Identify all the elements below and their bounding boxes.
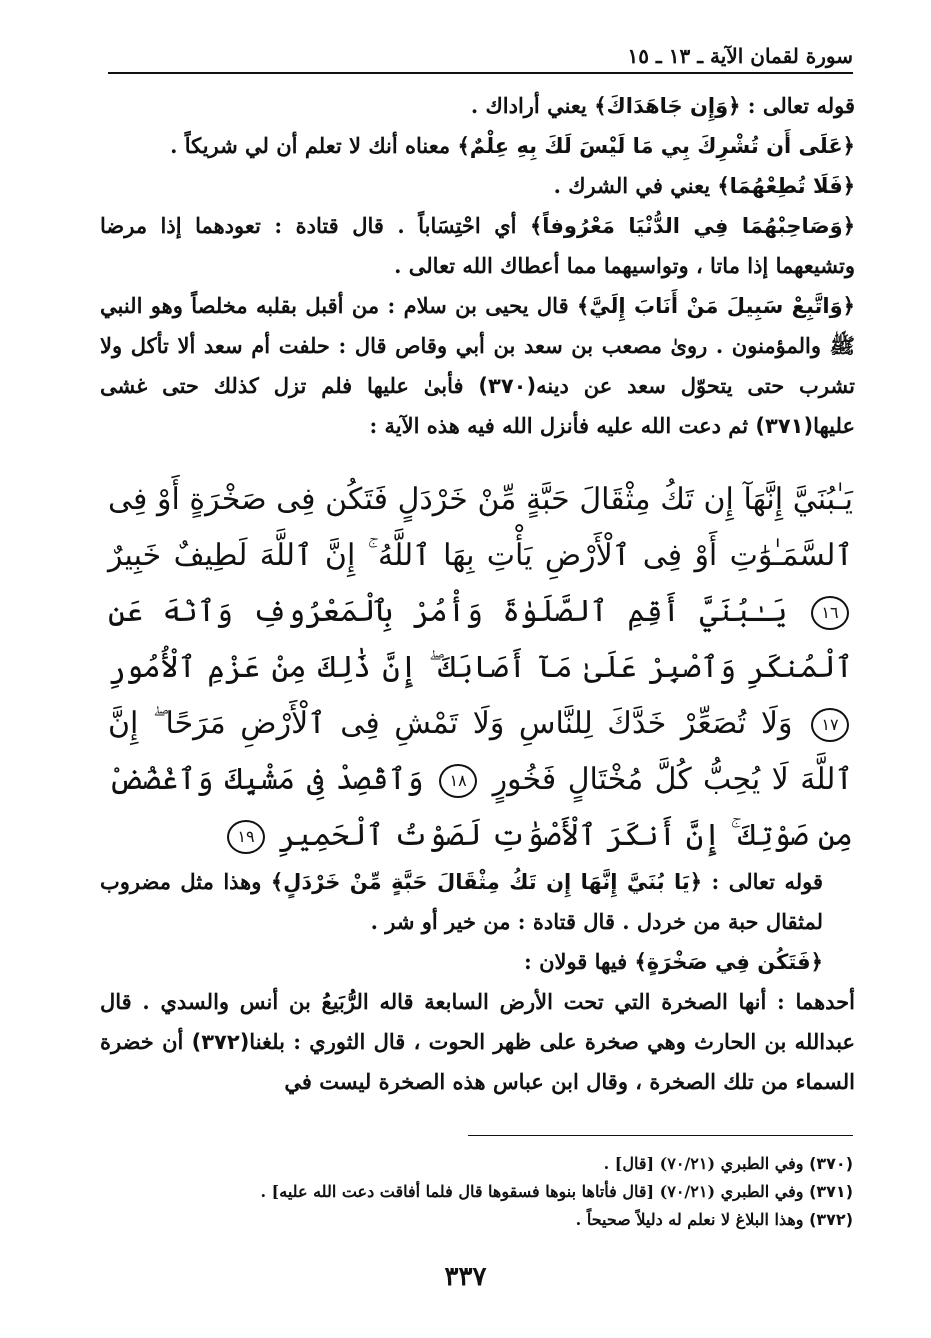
footnote-ref[interactable]: (٣٧٠) xyxy=(478,374,537,398)
verse-number-18: ١٨ xyxy=(439,764,477,798)
footnote-number: (٣٧٢) xyxy=(809,1210,853,1229)
text: ثم دعت الله عليه فأنزل الله فيه هذه الآية : xyxy=(369,413,756,438)
paragraph xyxy=(100,206,855,286)
paragraph xyxy=(100,86,855,126)
text: معناه أنك لا تعلم أن لي شريكاً . xyxy=(170,133,458,158)
text: قال يحيى بن سلام : من أقبل بقلبه مخلصاً وهو النبي ﷺ والمؤمنون . روىٰ مصعب بن سعد بن أبي وقاص قال : حلفت أم سعد ألا تأكل ولا تشرب حتى يتحوّل سعد عن دينه xyxy=(100,293,855,398)
text: أي احْتِسَاباً . قال قتادة : تعودهما إذا مرضا وتشيعهما إذا ماتا ، وتواسيهما مما أعطاك الله تعالى . xyxy=(100,213,855,278)
paragraph xyxy=(100,862,855,942)
footnote-divider xyxy=(468,1135,853,1136)
text: فيها قولان : xyxy=(524,949,635,974)
footnote xyxy=(150,1178,853,1206)
quran-quote: ﴿وَصَاحِبْهُمَا فِي الدُّنْيَا مَعْرُوفاً﴾ xyxy=(529,214,855,238)
text: يعني في الشرك . xyxy=(553,173,718,198)
commentary-top xyxy=(100,86,855,446)
footnote-text: وفي الطبري (٧٠/٢١) [قال فأتاها بنوها فسقوها قال فلما أفاقت دعت الله عليه] . xyxy=(260,1182,810,1201)
quran-quote: ﴿عَلَى أَن تُشْرِكَ بِي مَا لَيْسَ لَكَ بِهِ عِلْمٌ﴾ xyxy=(457,134,855,158)
footnote-ref[interactable]: (٣٧٢) xyxy=(191,1030,250,1054)
footnote-text: وهذا البلاغ لا نعلم له دليلاً صحيحاً . xyxy=(575,1210,810,1229)
quran-quote: ﴿فَتَكُن فِي صَخْرَةٍ﴾ xyxy=(634,950,823,974)
verse-text xyxy=(108,472,853,864)
paragraph xyxy=(100,126,855,166)
quran-quote: ﴿فَلَا تُطِعْهُمَا﴾ xyxy=(717,174,855,198)
text: قوله تعالى : xyxy=(702,869,823,894)
header-title: سورة لقمان الآية ـ ١٣ ـ ١٥ xyxy=(627,44,853,68)
quran-quote: ﴿يَا بُنَيَّ إِنَّهَا إِن تَكُ مِثْقَالَ حَبَّةٍ مِّنْ خَرْدَلٍ﴾ xyxy=(270,870,703,894)
quran-quote: ﴿وَإِن جَاهَدَاكَ﴾ xyxy=(594,94,741,118)
footnote xyxy=(150,1150,853,1178)
footnote-number: (٣٧٠) xyxy=(809,1154,853,1173)
quran-quote: ﴿وَاتَّبِعْ سَبِيلَ مَنْ أَنَابَ إِلَيَّ﴾ xyxy=(576,294,855,318)
verse-18: وَلَا تُصَعِّرْ خَدَّكَ لِلنَّاسِ وَلَا تَمْشِ فِى ٱلْأَرْضِ مَرَحًا ۖ إِنَّ ٱللَّهَ لَا يُحِبُّ كُلَّ مُخْتَالٍ فَخُورٍ xyxy=(108,706,853,797)
text: وهذا مثل مضروب لمثقال حبة من خردل . قال قتادة : من خير أو شر . xyxy=(100,869,823,934)
paragraph xyxy=(100,982,855,1102)
verse-number-17: ١٧ xyxy=(811,708,849,742)
footnote-number: (٣٧١) xyxy=(809,1182,853,1201)
commentary-bottom xyxy=(100,862,855,1102)
footnote xyxy=(150,1206,853,1234)
text: فأبىٰ عليها فلم تزل كذلك حتى غشى عليها xyxy=(100,373,855,438)
text: يعني أراداك . xyxy=(470,93,595,118)
paragraph xyxy=(100,942,855,982)
running-header xyxy=(108,42,853,74)
text: قوله تعالى : xyxy=(740,93,855,118)
verse-number-19: ١٩ xyxy=(227,820,265,854)
verse-number-16: ١٦ xyxy=(811,596,849,630)
text: أحدهما : أنها الصخرة التي تحت الأرض السابعة قاله الرُّبَيعُ بن أنس والسدي . قال عبدالله بن الحارث وهي صخرة على ظهر الحوت ، قال الثوري : بلغنا xyxy=(100,989,855,1054)
footnote-text: وفي الطبري (٧٠/٢١) [قال] . xyxy=(603,1154,810,1173)
footnote-ref[interactable]: (٣٧١) xyxy=(755,414,814,438)
paragraph xyxy=(100,166,855,206)
quran-verses-block xyxy=(108,472,853,864)
paragraph xyxy=(100,286,855,446)
footnotes xyxy=(150,1150,853,1234)
text: أن خضرة السماء من تلك الصخرة ، وقال ابن عباس هذه الصخرة ليست في xyxy=(100,1029,855,1094)
page-number: ٣٣٧ xyxy=(444,1262,487,1292)
verse-16: يَـٰبُنَيَّ إِنَّهَآ إِن تَكُ مِثْقَالَ حَبَّةٍ مِّنْ خَرْدَلٍ فَتَكُن فِى صَخْرَةٍ أَوْ فِى ٱلسَّمَـٰوَٰتِ أَوْ فِى ٱلْأَرْضِ يَأْتِ بِهَا ٱللَّهُ ۚ إِنَّ ٱللَّهَ لَطِيفٌ خَبِيرٌ xyxy=(108,482,853,573)
verse-19: وَٱقْصِدْ فِى مَشْيِكَ وَٱغْضُضْ مِن صَوْتِكَ ۚ إِنَّ أَنكَرَ ٱلْأَصْوَٰتِ لَصَوْتُ ٱلْحَمِيرِ xyxy=(108,762,853,853)
verse-17: يَـٰبُنَيَّ أَقِمِ ٱلصَّلَوٰةَ وَأْمُرْ بِٱلْمَعْرُوفِ وَٱنْهَ عَنِ ٱلْمُنكَرِ وَٱصْبِرْ عَلَىٰ مَآ أَصَابَكَ ۖ إِنَّ ذَٰلِكَ مِنْ عَزْمِ ٱلْأُمُورِ xyxy=(108,594,853,685)
